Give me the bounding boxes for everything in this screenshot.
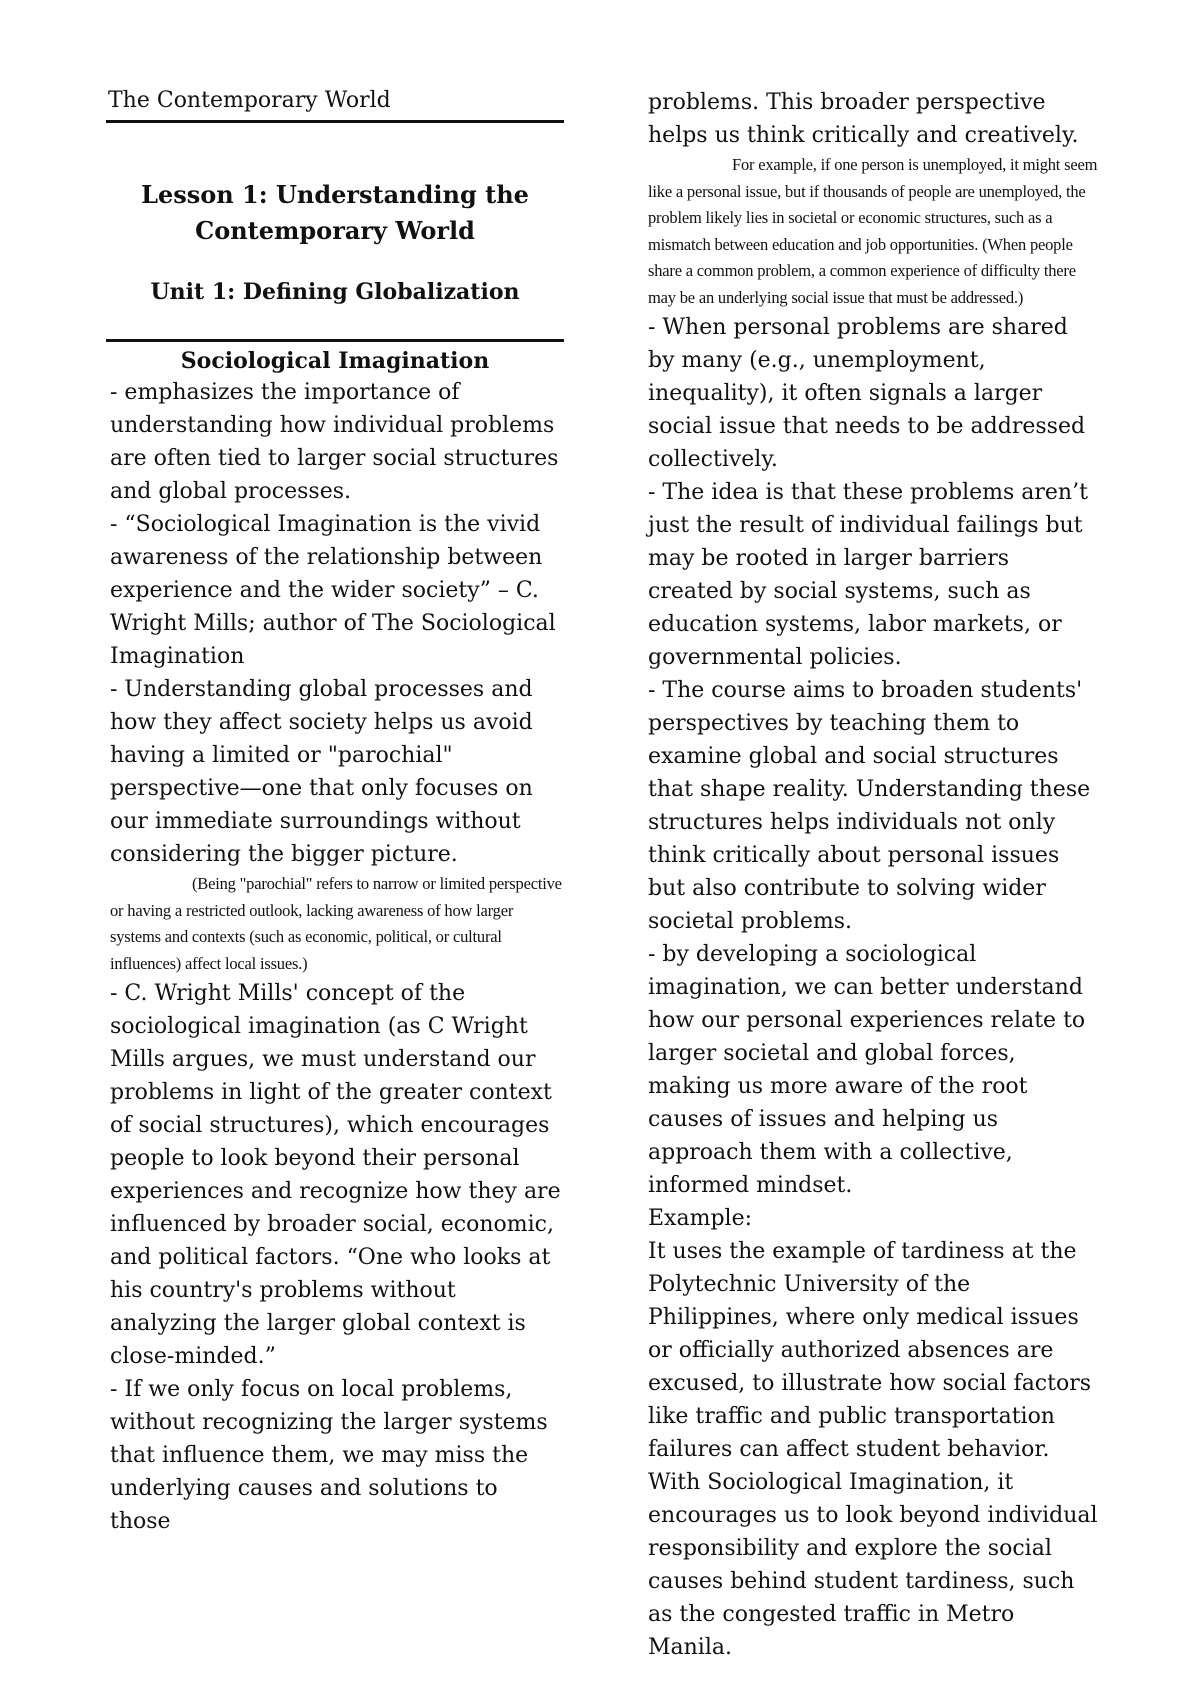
- example-label: Example:: [648, 1206, 752, 1231]
- paragraph: It uses the example of tardiness at the Polytechnic University of the Philippines, where only medical issues or officially authorized absences are excused, to illustrate how social factors like traffic and public transportation failures can affect student behavior.: [648, 1239, 1092, 1462]
- unit-title: Unit 1: Defining Globalization: [150, 279, 520, 305]
- note-paragraph: [644, 152, 1100, 311]
- paragraph: problems. This broader perspective helps us think critically and creatively.: [648, 90, 1079, 148]
- note-paragraph: [106, 871, 564, 977]
- note-text: For example, if one person is unemployed, it might seem like a personal issue, but if thousands of people are unemployed, the problem likely lies in societal or economic structures, such as a mismatch between education and job opportunities. (When people share a common problem, a common experience of difficulty there may be an underlying social issue that must be addressed.): [648, 155, 1098, 307]
- course-header: The Contemporary World: [106, 86, 564, 123]
- paragraph: - Understanding global processes and how they affect society helps us avoid having a limited or "parochial" perspective—one that only focuses on our immediate surroundings without considering the bigger picture.: [110, 677, 533, 867]
- paragraph: - “Sociological Imagination is the vivid awareness of the relationship between experience and the wider society” – C. Wright Mills; author of The Sociological Imagination: [110, 512, 556, 669]
- right-column: [644, 86, 1100, 1664]
- paragraph: - When personal problems are shared by many (e.g., unemployment, inequality), it often signals a larger social issue that needs to be addressed collectively.: [648, 315, 1086, 472]
- paragraph: - If we only focus on local problems, without recognizing the larger systems that influence them, we may miss the underlying causes and solutions to those: [110, 1377, 548, 1534]
- paragraph: With Sociological Imagination, it encourages us to look beyond individual responsibility and explore the social causes behind student tardiness, such as the congested traffic in Metro Manila.: [648, 1470, 1098, 1660]
- paragraph: - The idea is that these problems aren’t just the result of individual failings but may be rooted in larger barriers created by social systems, such as education systems, labor markets, or governmental policies.: [648, 480, 1088, 670]
- note-text: (Being "parochial" refers to narrow or limited perspective or having a restricted outlook, lacking awareness of how larger systems and contexts (such as economic, political, or cultural influences) affect local issues.): [110, 874, 562, 973]
- paragraph: - by developing a sociological imagination, we can better understand how our personal experiences relate to larger societal and global forces, making us more aware of the root causes of issues and helping us approach them with a collective, informed mindset.: [648, 942, 1086, 1198]
- section-divider: [106, 339, 564, 342]
- lesson-title: Lesson 1: Understanding the Contemporary World: [141, 180, 529, 245]
- section-title: Sociological Imagination: [180, 348, 490, 374]
- left-column: [106, 86, 564, 1538]
- paragraph: - The course aims to broaden students' perspectives by teaching them to examine global and social structures that shape reality. Understanding these structures helps individuals not only think critically about personal issues but also contribute to solving wider societal problems.: [648, 678, 1091, 934]
- paragraph: - C. Wright Mills' concept of the sociological imagination (as C Wright Mills argues, we must understand our problems in light of the greater context of social structures), which encourages people to look beyond their personal experiences and recognize how they are influenced by broader social, economic, and political factors. “One who looks at his country's problems without analyzing the larger global context is close-minded.”: [110, 981, 561, 1369]
- paragraph: - emphasizes the importance of understanding how individual problems are often tied to larger social structures and global processes.: [110, 380, 559, 504]
